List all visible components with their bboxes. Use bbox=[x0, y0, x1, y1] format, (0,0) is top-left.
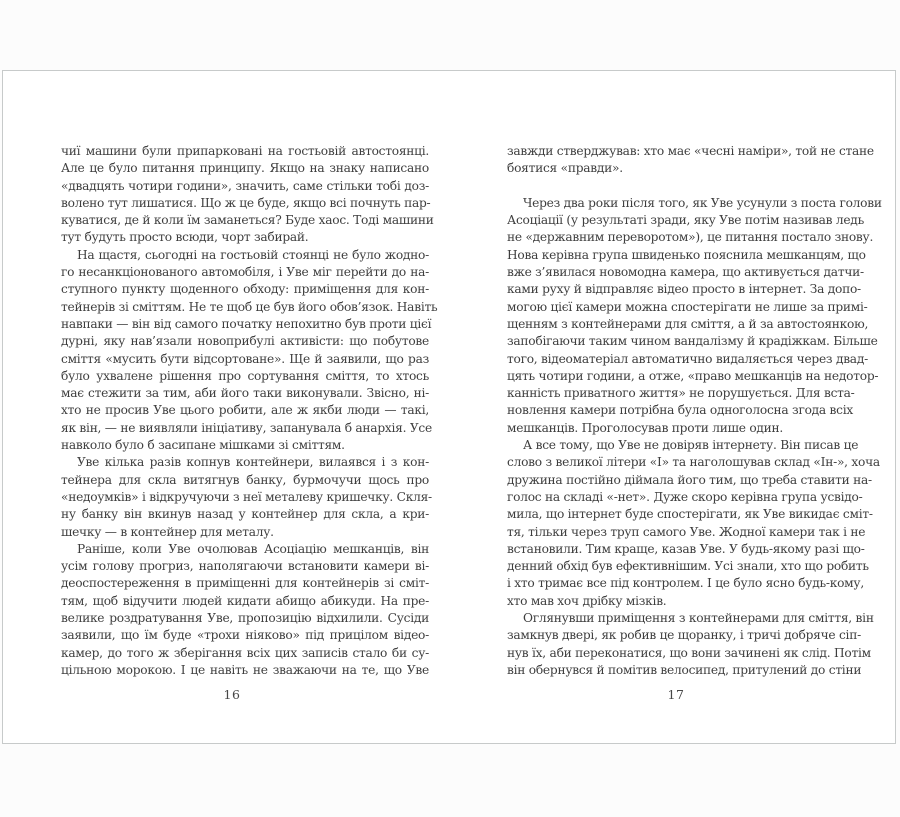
text-line: завжди стверджував: хто має «чесні наміри», той не стане bbox=[507, 144, 874, 158]
text-line: Асоціації (у результаті зради, яку Уве потім називав ледь bbox=[507, 213, 864, 228]
text-line: запобігаючи таким чином вандалізму й крадіжкам. Більше bbox=[507, 334, 878, 349]
text-line: Через два роки після того, як Уве усунули з поста голови bbox=[523, 195, 882, 210]
right-page-number: 17 bbox=[667, 687, 685, 702]
text-line: ну банку він вкинув назад у контейнер для скла, а кри- bbox=[61, 507, 429, 522]
text-line: не «державним переворотом»), це питання постало знову. bbox=[507, 230, 874, 245]
text-line: усім голову прогриз, наполягаючи встановити камери ві- bbox=[61, 559, 429, 574]
text-line: дружина постійно діймала його тим, що треба ставити на- bbox=[507, 472, 872, 487]
text-line: Нова керівна група швиденько пояснила мешканцям, що bbox=[507, 247, 866, 262]
text-line: вже з’явилася новомодна камера, що активується датчи- bbox=[507, 265, 864, 280]
text-line: нув їх, аби переконатися, що вони зачинені як слід. Потім bbox=[507, 645, 871, 660]
text-line: було ухвалене рішення про сортування сміття, то хтось bbox=[61, 368, 429, 383]
text-line: Раніше, коли Уве очолював Асоціацію мешканців, він bbox=[77, 541, 429, 556]
text-line: мила, що інтернет буде спостерігати, як Уве викидає сміт- bbox=[507, 507, 873, 522]
text-line: «недоумків» і відкручуючи з неї металеву кришечку. Скля- bbox=[61, 489, 432, 504]
text-line: мешканців. Проголосував проти лише один. bbox=[507, 420, 784, 435]
text-line: тям, щоб відучити людей кидати абищо абикуди. На пре- bbox=[61, 593, 429, 608]
text-line: має стежити за тим, аби його таки виконували. Звісно, ні- bbox=[61, 386, 429, 401]
text-line: На щастя, сьогодні на гостьовій стоянці не було жодно- bbox=[77, 247, 429, 262]
text-line: денний обхід був ефективнішим. Усі знали, хто що робить bbox=[507, 559, 869, 574]
text-line: А все тому, що Уве не довіряв інтернету. Він писав це bbox=[523, 438, 859, 453]
text-line: щенням з контейнерами для сміття, а й за автостоянкою, bbox=[507, 316, 869, 331]
text-line: новлення камери потрібна була одноголосна згода всіх bbox=[507, 403, 854, 418]
text-line: навколо було б засипане мішками зі сміттям. bbox=[61, 438, 345, 453]
text-line: заявили, що їм буде «трохи ніяково» під прицілом відео- bbox=[61, 628, 429, 643]
text-line: канність приватного життя» не порушується. Для вста- bbox=[507, 386, 855, 401]
text-line: Уве кілька разів копнув контейнери, вилаявся і з кон- bbox=[77, 455, 429, 470]
text-line: Оглянувши приміщення з контейнерами для сміття, він bbox=[523, 611, 874, 626]
text-line: го несанкціонованого автомобіля, і Уве міг перейти до на- bbox=[61, 265, 429, 280]
left-page-text bbox=[61, 143, 438, 679]
text-line: деоспостереження в приміщенні для контейнерів зі сміт- bbox=[61, 576, 429, 591]
text-line: дурні, яку нав’язали новоприбулі активісти: що побутове bbox=[61, 334, 429, 349]
text-line: цільною морокою. І це навіть не зважаючи на те, що Уве bbox=[61, 662, 429, 677]
text-line: куватися, де й коли їм заманеться? Буде хаос. Тоді машини bbox=[61, 213, 434, 228]
text-line: тут будуть просто всюди, чорт забирай. bbox=[61, 230, 309, 245]
text-line: сміття «мусить бути відсортоване». Ще й заявили, що раз bbox=[61, 351, 429, 366]
book-spread bbox=[2, 70, 896, 744]
text-line: «двадцять чотири години», значить, саме стільки тобі доз- bbox=[61, 178, 429, 193]
text-line: і хто тримає все під контролем. І це було ясно будь-кому, bbox=[507, 576, 864, 591]
text-line: боятися «правди». bbox=[507, 161, 623, 176]
text-line: тейнерів зі сміттям. Не те щоб це був його обов’язок. Навіть bbox=[61, 299, 438, 314]
text-line: ками руху й відправляє відео просто в інтернет. За допо- bbox=[507, 282, 861, 297]
text-line: як він, — не виявляли ініціативу, запанувала б анархія. Усе bbox=[61, 420, 432, 435]
section-break bbox=[507, 178, 847, 195]
left-page-number: 16 bbox=[223, 687, 241, 702]
text-line: він обернувся й помітив велосипед, притулений до стіни bbox=[507, 662, 862, 677]
text-line: того, відеоматеріал автоматично видаляється через двад- bbox=[507, 351, 868, 366]
text-line: тейнера для скла витягнув банку, бурмочучи щось про bbox=[61, 472, 429, 487]
text-line: велике роздратування Уве, пропозицію відхилили. Сусіди bbox=[61, 611, 429, 626]
text-line: могою цієї камери можна спостерігати не лише за примі- bbox=[507, 299, 868, 314]
text-line: шечку — в контейнер для металу. bbox=[61, 524, 274, 539]
text-line: цять чотири години, а отже, «право мешканців на недотор- bbox=[507, 368, 879, 383]
text-line: голос на складі «-нет». Дуже скоро керівна група усвідо- bbox=[507, 489, 863, 504]
text-line: навпаки — він від самого початку непохитно був проти цієї bbox=[61, 316, 432, 331]
text-line: хто мав хоч дрібку мізків. bbox=[507, 593, 667, 608]
right-page-text bbox=[507, 143, 882, 679]
text-line: тя, тільки через труп самого Уве. Жодної камери так і не bbox=[507, 524, 866, 539]
text-line: хто не просив Уве цього робити, але ж якби люди — такі, bbox=[61, 403, 429, 418]
text-line: волено тут лишатися. Що ж це буде, якщо всі почнуть пар- bbox=[61, 195, 431, 210]
text-line: встановили. Тим краще, казав Уве. У будь-якому разі що- bbox=[507, 541, 865, 556]
text-line: Але це було питання принципу. Якщо на знаку написано bbox=[61, 161, 429, 176]
text-line: камер, до того ж зберігання всіх цих записів стало би су- bbox=[61, 645, 429, 660]
text-line: ступного пункту щоденного обходу: приміщення для кон- bbox=[61, 282, 429, 297]
text-line: слово з великої літери «І» та наголошував склад «Ін-», хоча bbox=[507, 455, 880, 470]
text-line: замкнув двері, як робив це щоранку, і тричі добряче сіп- bbox=[507, 628, 861, 643]
text-line: чиї машини були припарковані на гостьовій автостоянці. bbox=[61, 144, 429, 158]
